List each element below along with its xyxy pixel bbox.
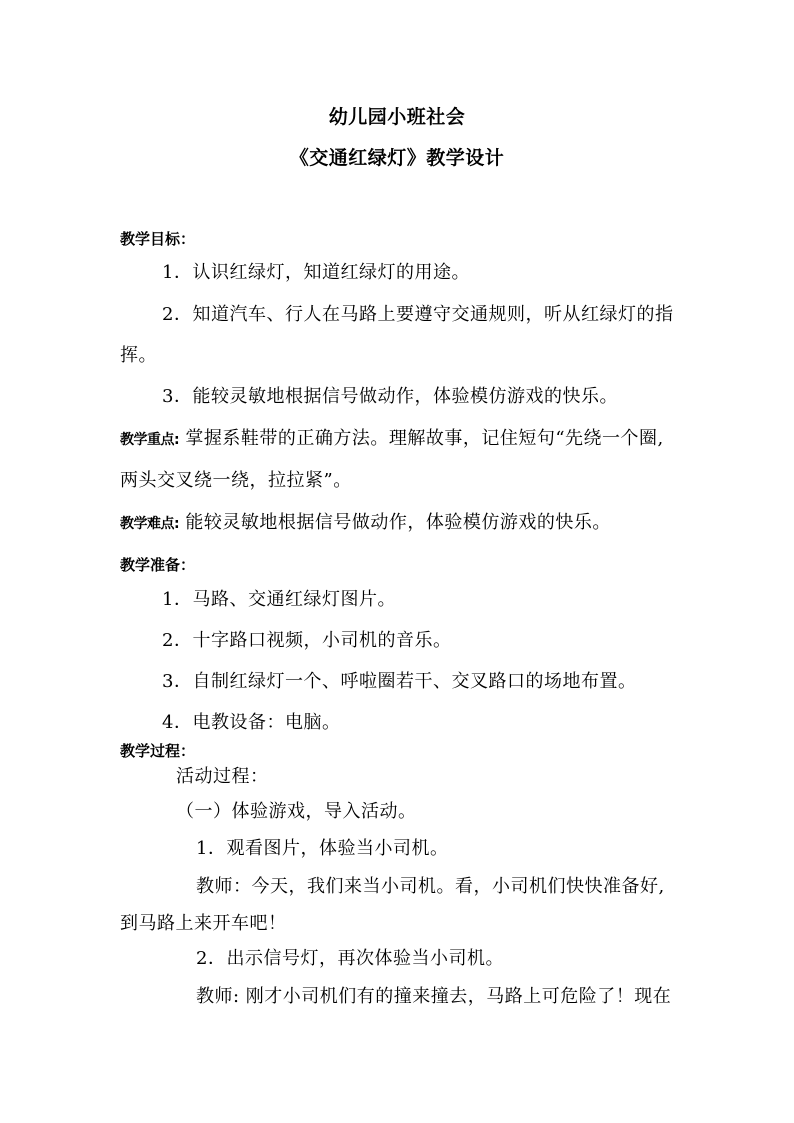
key-point-text: 掌握系鞋带的正确方法。理解故事，记住短句“先绕一个圈, [179, 428, 664, 449]
title-line-1: 幼儿园小班社会 [328, 106, 466, 128]
goals-heading: 教学目标： [120, 230, 196, 248]
process-step-1-teacher-line-2: 到马路上来开车吧！ [120, 913, 287, 934]
process-intro: 活动过程： [176, 766, 269, 787]
key-point-line-1 [120, 428, 664, 451]
preparation-item-4: 4．电教设备：电脑。 [162, 712, 341, 733]
preparation-item-2: 2．十字路口视频，小司机的音乐。 [162, 630, 452, 651]
process-step-2: 2．出示信号灯，再次体验当小司机。 [196, 948, 504, 969]
preparation-heading: 教学准备： [120, 556, 196, 574]
goal-item-2-line-2: 挥。 [120, 345, 157, 366]
key-point-line-2: 两头交叉绕一绕，拉拉紧”。 [120, 470, 352, 491]
difficulty-line [120, 512, 611, 535]
process-step-1-teacher-line-1: 教师：今天，我们来当小司机。看，小司机们快快准备好, [196, 876, 665, 897]
title-line-2: 《交通红绿灯》教学设计 [289, 147, 505, 169]
process-heading: 教学过程： [120, 742, 196, 760]
preparation-item-1: 1．马路、交通红绿灯图片。 [162, 589, 396, 610]
goal-item-3: 3．能较灵敏地根据信号做动作，体验模仿游戏的快乐。 [162, 386, 618, 407]
process-step-1: 1．观看图片，体验当小司机。 [196, 838, 449, 859]
preparation-item-3: 3．自制红绿灯一个、呼啦圈若干、交叉路口的场地布置。 [162, 671, 637, 692]
process-step-2-teacher: 教师: 刚才小司机们有的撞来撞去，马路上可危险了！现在 [196, 986, 672, 1007]
process-section-1: （一）体验游戏，导入活动。 [176, 801, 417, 822]
difficulty-label: 教学难点: [120, 516, 180, 532]
key-point-label: 教学重点: [120, 432, 180, 448]
difficulty-text: 能较灵敏地根据信号做动作，体验模仿游戏的快乐。 [179, 512, 611, 533]
goal-item-2-line-1: 2．知道汽车、行人在马路上要遵守交通规则，听从红绿灯的指 [162, 304, 674, 325]
goal-item-1: 1．认识红绿灯，知道红绿灯的用途。 [162, 262, 470, 283]
